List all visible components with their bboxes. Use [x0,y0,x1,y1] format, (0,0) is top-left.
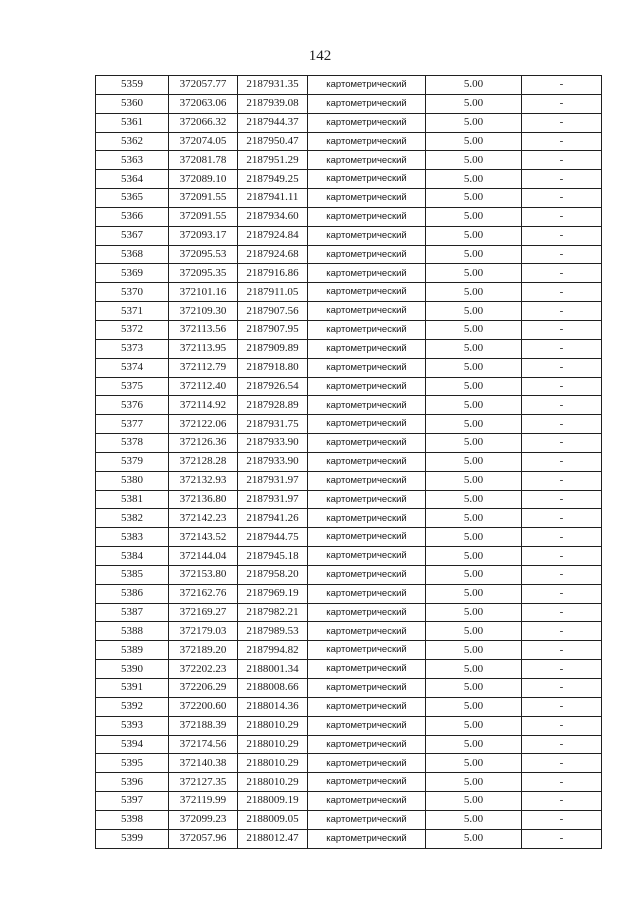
point-number-cell: 5392 [96,697,169,716]
y-coordinate-cell: 2187907.95 [238,320,308,339]
table-row [96,754,602,773]
note-cell: - [522,792,602,811]
point-number-cell: 5391 [96,679,169,698]
x-coordinate-cell: 372132.93 [169,471,238,490]
y-coordinate-cell: 2188014.36 [238,697,308,716]
method-cell: картометрический [308,547,426,566]
table-row [96,170,602,189]
note-cell: - [522,490,602,509]
x-coordinate-cell: 372095.35 [169,264,238,283]
method-cell: картометрический [308,189,426,208]
x-coordinate-cell: 372153.80 [169,565,238,584]
table-row [96,339,602,358]
table-row [96,189,602,208]
note-cell: - [522,641,602,660]
accuracy-cell: 5.00 [426,509,522,528]
y-coordinate-cell: 2187907.56 [238,302,308,321]
point-number-cell: 5362 [96,132,169,151]
point-number-cell: 5365 [96,189,169,208]
note-cell: - [522,113,602,132]
y-coordinate-cell: 2187958.20 [238,565,308,584]
table-row [96,792,602,811]
table-row [96,452,602,471]
note-cell: - [522,509,602,528]
note-cell: - [522,358,602,377]
point-number-cell: 5368 [96,245,169,264]
point-number-cell: 5360 [96,94,169,113]
method-cell: картометрический [308,754,426,773]
y-coordinate-cell: 2188012.47 [238,829,308,848]
y-coordinate-cell: 2187941.26 [238,509,308,528]
method-cell: картометрический [308,471,426,490]
table-row [96,547,602,566]
note-cell: - [522,679,602,698]
table-row [96,660,602,679]
method-cell: картометрический [308,132,426,151]
note-cell: - [522,716,602,735]
point-number-cell: 5381 [96,490,169,509]
method-cell: картометрический [308,622,426,641]
accuracy-cell: 5.00 [426,132,522,151]
accuracy-cell: 5.00 [426,339,522,358]
table-row [96,490,602,509]
y-coordinate-cell: 2187994.82 [238,641,308,660]
x-coordinate-cell: 372063.06 [169,94,238,113]
x-coordinate-cell: 372112.79 [169,358,238,377]
y-coordinate-cell: 2188008.66 [238,679,308,698]
point-number-cell: 5384 [96,547,169,566]
x-coordinate-cell: 372188.39 [169,716,238,735]
point-number-cell: 5389 [96,641,169,660]
note-cell: - [522,434,602,453]
x-coordinate-cell: 372091.55 [169,207,238,226]
accuracy-cell: 5.00 [426,283,522,302]
method-cell: картометрический [308,264,426,283]
point-number-cell: 5385 [96,565,169,584]
point-number-cell: 5393 [96,716,169,735]
method-cell: картометрический [308,302,426,321]
y-coordinate-cell: 2187931.35 [238,76,308,95]
x-coordinate-cell: 372113.95 [169,339,238,358]
point-number-cell: 5375 [96,377,169,396]
accuracy-cell: 5.00 [426,302,522,321]
accuracy-cell: 5.00 [426,207,522,226]
y-coordinate-cell: 2187918.80 [238,358,308,377]
table-row [96,584,602,603]
point-number-cell: 5374 [96,358,169,377]
x-coordinate-cell: 372114.92 [169,396,238,415]
method-cell: картометрический [308,226,426,245]
method-cell: картометрический [308,396,426,415]
x-coordinate-cell: 372081.78 [169,151,238,170]
note-cell: - [522,283,602,302]
y-coordinate-cell: 2187924.84 [238,226,308,245]
accuracy-cell: 5.00 [426,245,522,264]
point-number-cell: 5373 [96,339,169,358]
accuracy-cell: 5.00 [426,679,522,698]
accuracy-cell: 5.00 [426,452,522,471]
point-number-cell: 5376 [96,396,169,415]
table-row [96,773,602,792]
y-coordinate-cell: 2187939.08 [238,94,308,113]
accuracy-cell: 5.00 [426,471,522,490]
x-coordinate-cell: 372119.99 [169,792,238,811]
x-coordinate-cell: 372112.40 [169,377,238,396]
y-coordinate-cell: 2187951.29 [238,151,308,170]
method-cell: картометрический [308,792,426,811]
y-coordinate-cell: 2187933.90 [238,434,308,453]
y-coordinate-cell: 2187916.86 [238,264,308,283]
table-row [96,528,602,547]
method-cell: картометрический [308,603,426,622]
point-number-cell: 5382 [96,509,169,528]
x-coordinate-cell: 372127.35 [169,773,238,792]
note-cell: - [522,603,602,622]
note-cell: - [522,471,602,490]
accuracy-cell: 5.00 [426,396,522,415]
table-row [96,415,602,434]
x-coordinate-cell: 372179.03 [169,622,238,641]
method-cell: картометрический [308,697,426,716]
point-number-cell: 5397 [96,792,169,811]
table-row [96,716,602,735]
point-number-cell: 5377 [96,415,169,434]
table-row [96,151,602,170]
table-row [96,622,602,641]
y-coordinate-cell: 2188010.29 [238,716,308,735]
point-number-cell: 5364 [96,170,169,189]
accuracy-cell: 5.00 [426,603,522,622]
note-cell: - [522,245,602,264]
x-coordinate-cell: 372200.60 [169,697,238,716]
note-cell: - [522,810,602,829]
method-cell: картометрический [308,434,426,453]
x-coordinate-cell: 372142.23 [169,509,238,528]
y-coordinate-cell: 2187926.54 [238,377,308,396]
x-coordinate-cell: 372057.96 [169,829,238,848]
method-cell: картометрический [308,773,426,792]
x-coordinate-cell: 372074.05 [169,132,238,151]
method-cell: картометрический [308,735,426,754]
x-coordinate-cell: 372091.55 [169,189,238,208]
y-coordinate-cell: 2187945.18 [238,547,308,566]
note-cell: - [522,697,602,716]
accuracy-cell: 5.00 [426,170,522,189]
x-coordinate-cell: 372089.10 [169,170,238,189]
x-coordinate-cell: 372143.52 [169,528,238,547]
table-row [96,76,602,95]
note-cell: - [522,396,602,415]
method-cell: картометрический [308,283,426,302]
method-cell: картометрический [308,245,426,264]
accuracy-cell: 5.00 [426,829,522,848]
point-number-cell: 5390 [96,660,169,679]
point-number-cell: 5380 [96,471,169,490]
table-row [96,113,602,132]
y-coordinate-cell: 2187982.21 [238,603,308,622]
point-number-cell: 5359 [96,76,169,95]
point-number-cell: 5395 [96,754,169,773]
method-cell: картометрический [308,151,426,170]
accuracy-cell: 5.00 [426,773,522,792]
table-row [96,283,602,302]
x-coordinate-cell: 372136.80 [169,490,238,509]
accuracy-cell: 5.00 [426,76,522,95]
table-row [96,207,602,226]
x-coordinate-cell: 372101.16 [169,283,238,302]
accuracy-cell: 5.00 [426,415,522,434]
note-cell: - [522,170,602,189]
note-cell: - [522,264,602,283]
x-coordinate-cell: 372095.53 [169,245,238,264]
note-cell: - [522,547,602,566]
table-row [96,471,602,490]
table-body [96,76,602,849]
point-number-cell: 5369 [96,264,169,283]
x-coordinate-cell: 372126.36 [169,434,238,453]
note-cell: - [522,622,602,641]
x-coordinate-cell: 372093.17 [169,226,238,245]
method-cell: картометрический [308,716,426,735]
note-cell: - [522,565,602,584]
x-coordinate-cell: 372189.20 [169,641,238,660]
table-row [96,509,602,528]
x-coordinate-cell: 372162.76 [169,584,238,603]
method-cell: картометрический [308,490,426,509]
method-cell: картометрический [308,207,426,226]
x-coordinate-cell: 372122.06 [169,415,238,434]
point-number-cell: 5399 [96,829,169,848]
method-cell: картометрический [308,679,426,698]
method-cell: картометрический [308,320,426,339]
method-cell: картометрический [308,509,426,528]
point-number-cell: 5363 [96,151,169,170]
table-row [96,641,602,660]
y-coordinate-cell: 2187931.97 [238,471,308,490]
note-cell: - [522,151,602,170]
table-row [96,735,602,754]
note-cell: - [522,207,602,226]
accuracy-cell: 5.00 [426,226,522,245]
note-cell: - [522,754,602,773]
accuracy-cell: 5.00 [426,565,522,584]
method-cell: картометрический [308,584,426,603]
point-number-cell: 5372 [96,320,169,339]
method-cell: картометрический [308,76,426,95]
method-cell: картометрический [308,660,426,679]
accuracy-cell: 5.00 [426,697,522,716]
note-cell: - [522,452,602,471]
y-coordinate-cell: 2187949.25 [238,170,308,189]
accuracy-cell: 5.00 [426,622,522,641]
method-cell: картометрический [308,170,426,189]
note-cell: - [522,226,602,245]
accuracy-cell: 5.00 [426,264,522,283]
x-coordinate-cell: 372128.28 [169,452,238,471]
accuracy-cell: 5.00 [426,547,522,566]
y-coordinate-cell: 2187931.97 [238,490,308,509]
point-number-cell: 5386 [96,584,169,603]
note-cell: - [522,339,602,358]
accuracy-cell: 5.00 [426,792,522,811]
table-row [96,434,602,453]
method-cell: картометрический [308,94,426,113]
x-coordinate-cell: 372206.29 [169,679,238,698]
accuracy-cell: 5.00 [426,810,522,829]
method-cell: картометрический [308,641,426,660]
accuracy-cell: 5.00 [426,716,522,735]
accuracy-cell: 5.00 [426,641,522,660]
y-coordinate-cell: 2188009.05 [238,810,308,829]
note-cell: - [522,660,602,679]
y-coordinate-cell: 2188010.29 [238,773,308,792]
x-coordinate-cell: 372066.32 [169,113,238,132]
table-row [96,302,602,321]
accuracy-cell: 5.00 [426,377,522,396]
method-cell: картометрический [308,339,426,358]
y-coordinate-cell: 2187911.05 [238,283,308,302]
accuracy-cell: 5.00 [426,735,522,754]
x-coordinate-cell: 372140.38 [169,754,238,773]
y-coordinate-cell: 2187924.68 [238,245,308,264]
accuracy-cell: 5.00 [426,189,522,208]
point-number-cell: 5367 [96,226,169,245]
x-coordinate-cell: 372169.27 [169,603,238,622]
table-row [96,132,602,151]
note-cell: - [522,189,602,208]
y-coordinate-cell: 2187931.75 [238,415,308,434]
table-row [96,810,602,829]
method-cell: картометрический [308,113,426,132]
y-coordinate-cell: 2187928.89 [238,396,308,415]
accuracy-cell: 5.00 [426,113,522,132]
y-coordinate-cell: 2187969.19 [238,584,308,603]
table-row [96,264,602,283]
accuracy-cell: 5.00 [426,584,522,603]
table-row [96,358,602,377]
x-coordinate-cell: 372099.23 [169,810,238,829]
point-number-cell: 5398 [96,810,169,829]
method-cell: картометрический [308,377,426,396]
accuracy-cell: 5.00 [426,754,522,773]
point-number-cell: 5378 [96,434,169,453]
table-row [96,320,602,339]
note-cell: - [522,377,602,396]
point-number-cell: 5379 [96,452,169,471]
y-coordinate-cell: 2187950.47 [238,132,308,151]
x-coordinate-cell: 372144.04 [169,547,238,566]
accuracy-cell: 5.00 [426,434,522,453]
point-number-cell: 5370 [96,283,169,302]
x-coordinate-cell: 372174.56 [169,735,238,754]
note-cell: - [522,132,602,151]
table-row [96,565,602,584]
note-cell: - [522,829,602,848]
y-coordinate-cell: 2187909.89 [238,339,308,358]
table-row [96,94,602,113]
y-coordinate-cell: 2187989.53 [238,622,308,641]
x-coordinate-cell: 372109.30 [169,302,238,321]
table-row [96,377,602,396]
accuracy-cell: 5.00 [426,320,522,339]
accuracy-cell: 5.00 [426,528,522,547]
method-cell: картометрический [308,810,426,829]
table-row [96,679,602,698]
x-coordinate-cell: 372057.77 [169,76,238,95]
point-number-cell: 5371 [96,302,169,321]
table-row [96,697,602,716]
table-row [96,829,602,848]
method-cell: картометрический [308,452,426,471]
coordinates-table [95,75,602,849]
y-coordinate-cell: 2187941.11 [238,189,308,208]
method-cell: картометрический [308,415,426,434]
accuracy-cell: 5.00 [426,94,522,113]
note-cell: - [522,94,602,113]
y-coordinate-cell: 2188001.34 [238,660,308,679]
note-cell: - [522,320,602,339]
x-coordinate-cell: 372202.23 [169,660,238,679]
method-cell: картометрический [308,358,426,377]
accuracy-cell: 5.00 [426,660,522,679]
note-cell: - [522,528,602,547]
y-coordinate-cell: 2188010.29 [238,754,308,773]
method-cell: картометрический [308,528,426,547]
table-row [96,226,602,245]
table-row [96,603,602,622]
point-number-cell: 5388 [96,622,169,641]
note-cell: - [522,773,602,792]
y-coordinate-cell: 2187944.37 [238,113,308,132]
accuracy-cell: 5.00 [426,358,522,377]
point-number-cell: 5396 [96,773,169,792]
note-cell: - [522,584,602,603]
point-number-cell: 5387 [96,603,169,622]
note-cell: - [522,76,602,95]
y-coordinate-cell: 2187933.90 [238,452,308,471]
page-number: 142 [308,48,332,64]
point-number-cell: 5366 [96,207,169,226]
accuracy-cell: 5.00 [426,151,522,170]
point-number-cell: 5361 [96,113,169,132]
note-cell: - [522,415,602,434]
y-coordinate-cell: 2187934.60 [238,207,308,226]
y-coordinate-cell: 2187944.75 [238,528,308,547]
table-row [96,396,602,415]
method-cell: картометрический [308,829,426,848]
x-coordinate-cell: 372113.56 [169,320,238,339]
point-number-cell: 5383 [96,528,169,547]
note-cell: - [522,735,602,754]
y-coordinate-cell: 2188010.29 [238,735,308,754]
point-number-cell: 5394 [96,735,169,754]
table-row [96,245,602,264]
method-cell: картометрический [308,565,426,584]
accuracy-cell: 5.00 [426,490,522,509]
note-cell: - [522,302,602,321]
y-coordinate-cell: 2188009.19 [238,792,308,811]
